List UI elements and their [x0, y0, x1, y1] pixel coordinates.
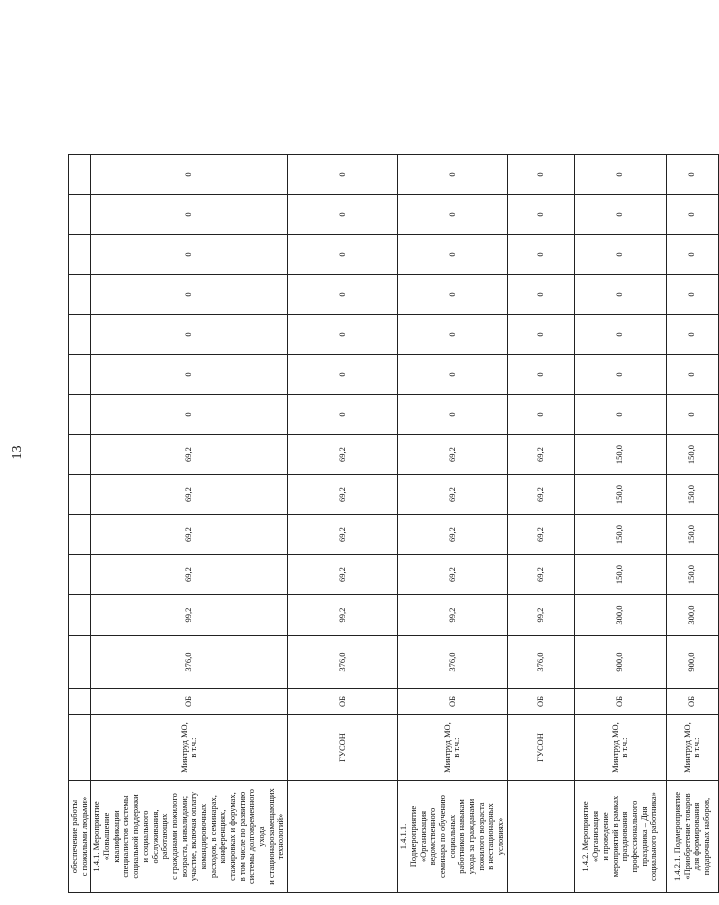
value-cell: 0: [574, 155, 666, 195]
value-cell: 0: [666, 275, 718, 315]
executor-cell: ГУСОН: [288, 715, 398, 781]
value-cell: 0: [91, 275, 288, 315]
value-cell: 150,0: [574, 475, 666, 515]
value-cell: 150,0: [666, 515, 718, 555]
value-cell: 99,2: [398, 595, 508, 636]
value-cell: [69, 475, 91, 515]
value-cell: 69,2: [288, 475, 398, 515]
value-cell: [69, 595, 91, 636]
value-cell: 69,2: [507, 515, 574, 555]
value-cell: 150,0: [666, 555, 718, 595]
value-cell: 0: [91, 395, 288, 435]
executor-cell: Минтруд МО, в т.ч.:: [574, 715, 666, 781]
value-cell: 0: [507, 275, 574, 315]
value-cell: 150,0: [666, 435, 718, 475]
value-cell: 150,0: [574, 515, 666, 555]
value-cell: 376,0: [398, 636, 508, 689]
value-cell: [69, 275, 91, 315]
value-cell: 0: [288, 395, 398, 435]
value-cell: 0: [507, 155, 574, 195]
value-cell: 69,2: [398, 555, 508, 595]
funding-source-cell: [69, 689, 91, 715]
value-cell: 99,2: [91, 595, 288, 636]
value-cell: 0: [507, 315, 574, 355]
event-name-cell: [288, 781, 398, 893]
value-cell: 300,0: [574, 595, 666, 636]
value-cell: 0: [288, 195, 398, 235]
value-cell: 0: [91, 155, 288, 195]
value-cell: 0: [666, 195, 718, 235]
value-cell: 0: [398, 315, 508, 355]
value-cell: 0: [288, 355, 398, 395]
value-cell: 0: [288, 235, 398, 275]
value-cell: 0: [91, 355, 288, 395]
value-cell: [69, 315, 91, 355]
value-cell: 0: [398, 195, 508, 235]
value-cell: [69, 636, 91, 689]
value-cell: 0: [666, 235, 718, 275]
value-cell: 69,2: [398, 435, 508, 475]
value-cell: 376,0: [91, 636, 288, 689]
value-cell: 376,0: [288, 636, 398, 689]
event-name-cell: 1.4.2. Мероприятие «Организация и проведение мероприятий в рамках празднования профессионального праздника – Дня социального работника»: [574, 781, 666, 893]
value-cell: 69,2: [91, 515, 288, 555]
value-cell: 900,0: [666, 636, 718, 689]
executor-cell: [69, 715, 91, 781]
value-cell: 69,2: [507, 435, 574, 475]
funding-source-cell: ОБ: [507, 689, 574, 715]
value-cell: 0: [91, 195, 288, 235]
event-name-cell: обеспечение работы с пожилыми людьми»: [69, 781, 91, 893]
value-cell: [69, 235, 91, 275]
value-cell: 0: [507, 195, 574, 235]
value-cell: 0: [398, 155, 508, 195]
table-body: [69, 155, 719, 893]
value-cell: 69,2: [91, 435, 288, 475]
value-cell: 0: [398, 395, 508, 435]
funding-source-cell: ОБ: [574, 689, 666, 715]
value-cell: 0: [288, 155, 398, 195]
value-cell: 150,0: [666, 475, 718, 515]
value-cell: 0: [398, 275, 508, 315]
value-cell: 0: [666, 395, 718, 435]
value-cell: 0: [91, 235, 288, 275]
funding-source-cell: ОБ: [666, 689, 718, 715]
value-cell: 69,2: [398, 475, 508, 515]
value-cell: [69, 555, 91, 595]
value-cell: 0: [398, 355, 508, 395]
value-cell: 0: [507, 235, 574, 275]
value-cell: 99,2: [507, 595, 574, 636]
table-row: [69, 155, 91, 893]
value-cell: 0: [574, 195, 666, 235]
value-cell: 0: [288, 315, 398, 355]
value-cell: 0: [574, 235, 666, 275]
table-row: [666, 155, 718, 893]
value-cell: 150,0: [574, 435, 666, 475]
value-cell: 69,2: [507, 555, 574, 595]
value-cell: 0: [666, 155, 718, 195]
table-row: [91, 155, 288, 893]
table-row: [288, 155, 398, 893]
value-cell: 69,2: [288, 555, 398, 595]
value-cell: 0: [507, 395, 574, 435]
value-cell: 0: [666, 315, 718, 355]
value-cell: 69,2: [288, 515, 398, 555]
value-cell: 0: [666, 355, 718, 395]
funding-source-cell: ОБ: [91, 689, 288, 715]
value-cell: 300,0: [666, 595, 718, 636]
value-cell: 150,0: [574, 555, 666, 595]
value-cell: 69,2: [91, 475, 288, 515]
table-row: [574, 155, 666, 893]
value-cell: 0: [574, 395, 666, 435]
value-cell: 0: [288, 275, 398, 315]
executor-cell: Минтруд МО, в т.ч.:: [398, 715, 508, 781]
executor-cell: Минтруд МО, в т.ч.:: [666, 715, 718, 781]
value-cell: 69,2: [398, 515, 508, 555]
value-cell: 0: [574, 355, 666, 395]
event-name-cell: 1.4.1. Мероприятие «Повышение квалификации специалистов системы социальной поддержки и социального обслуживания, работающих с гражданами пожилого возраста, инвалидами; участие, включая оплату командировочных расходов, в семинарах, конференциях, стажировках и форумах, в том числе по развитию системы долговременного ухода и стационарозамещающих технологий»: [91, 781, 288, 893]
value-cell: 69,2: [91, 555, 288, 595]
value-cell: [69, 515, 91, 555]
value-cell: [69, 395, 91, 435]
value-cell: 69,2: [507, 475, 574, 515]
funding-source-cell: ОБ: [288, 689, 398, 715]
value-cell: 0: [574, 275, 666, 315]
value-cell: [69, 355, 91, 395]
value-cell: 69,2: [288, 435, 398, 475]
value-cell: 0: [91, 315, 288, 355]
funding-source-cell: ОБ: [398, 689, 508, 715]
value-cell: [69, 195, 91, 235]
executor-cell: ГУСОН: [507, 715, 574, 781]
value-cell: 900,0: [574, 636, 666, 689]
value-cell: 376,0: [507, 636, 574, 689]
value-cell: 99,2: [288, 595, 398, 636]
event-name-cell: 1.4.2.1. Подмероприятие «Приобретение товаров для формирования подарочных наборов,: [666, 781, 718, 893]
event-name-cell: [507, 781, 574, 893]
value-cell: 0: [398, 235, 508, 275]
table-row: [398, 155, 508, 893]
value-cell: [69, 155, 91, 195]
value-cell: 0: [574, 315, 666, 355]
page-number: 13: [10, 445, 25, 460]
budget-table: [68, 154, 719, 893]
value-cell: [69, 435, 91, 475]
event-name-cell: 1.4.1.1. Подмероприятие «Организация ведомственного семинара по обучению социальных работников навыкам ухода за гражданами пожилого возраста в нестационарных условиях»: [398, 781, 508, 893]
value-cell: 0: [507, 355, 574, 395]
executor-cell: Минтруд МО, в т.ч.:: [91, 715, 288, 781]
table-row: [507, 155, 574, 893]
